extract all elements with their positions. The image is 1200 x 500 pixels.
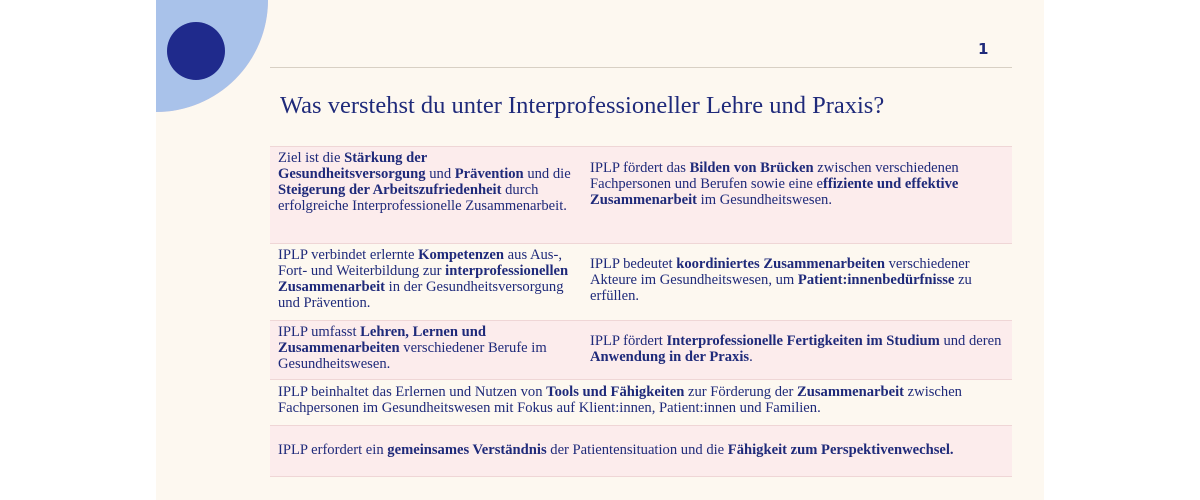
text-run: zwischen verschiedenen Fachpersonen und Berufen sowie eine e [590, 160, 959, 192]
page-title: Was verstehst du unter Interprofessioneller Lehre und Praxis? [280, 92, 885, 119]
text-run: der Patientensituation und die [546, 442, 728, 458]
bold-phrase: gemeinsames Verständnis [387, 442, 547, 458]
text-run: IPLP fördert das [590, 160, 690, 176]
slide [156, 0, 1044, 500]
bold-phrase: Stärkung der Gesundheitsversorgung [278, 150, 427, 182]
text-run: IPLP beinhaltet das Erlernen und Nutzen von [278, 384, 547, 400]
bold-phrase: Fähigkeit zum Perspektivenwechsel. [727, 442, 954, 458]
text-run: und die [523, 166, 571, 182]
row-divider [270, 476, 1012, 477]
bold-phrase: Prävention [454, 166, 524, 182]
row-divider [270, 243, 1012, 244]
bold-phrase: interprofessionellen Zusammenarbeit [278, 263, 569, 295]
text-run: zwischen Fachpersonen im Gesundheitswesen mit Fokus auf Klient:innen, Patient:innen und Familien. [278, 384, 962, 416]
text-run: im Gesundheitswesen. [697, 192, 833, 208]
text-run: und deren [939, 333, 1002, 349]
cell-r2c1 [278, 247, 578, 311]
top-divider [270, 67, 1012, 68]
text-run: IPLP verbindet erlernte [278, 247, 419, 263]
bold-phrase: Bilden von Brücken [689, 160, 814, 176]
text-run: aus Aus-, Fort- und Weiterbildung zur [278, 247, 562, 279]
text-run: IPLP erfordert ein [278, 442, 388, 458]
dark-circle [167, 22, 225, 80]
text-run: Ziel ist die [278, 150, 345, 166]
bold-phrase: Zusammenarbeit [797, 384, 905, 400]
bold-phrase: Tools und Fähigkeiten [546, 384, 685, 400]
row-divider [270, 379, 1012, 380]
text-run: . [749, 349, 753, 365]
cell-r3c2 [590, 333, 1006, 365]
bold-phrase: koordiniertes Zusammenarbeiten [676, 256, 885, 272]
text-run: IPLP fördert [590, 333, 667, 349]
cell-r1c2 [590, 160, 1006, 208]
bold-phrase: Lehren, Lernen und Zusammenarbeiten [278, 324, 487, 356]
text-run: und [425, 166, 455, 182]
cell-r1c1 [278, 150, 578, 214]
page-number: 1 [978, 40, 989, 58]
bold-phrase: Interprofessionelle Fertigkeiten im Studium [666, 333, 940, 349]
decorative-arcs [156, 0, 276, 190]
cell-r5 [278, 442, 1008, 458]
text-run: zu erfüllen. [590, 272, 972, 304]
text-run: in der Gesundheitsversorgung und Prävention. [278, 279, 564, 311]
bold-phrase: Anwendung in der Praxis [590, 349, 750, 365]
text-run: durch erfolgreiche Interprofessionelle Zusammenarbeit. [278, 182, 567, 214]
cell-r4 [278, 384, 1008, 416]
cell-r2c2 [590, 256, 1006, 304]
bold-phrase: Steigerung der Arbeitszufriedenheit [278, 182, 502, 198]
bold-phrase: ffiziente und effektive Zusammenarbeit [590, 176, 959, 208]
text-run: verschiedener Akteure im Gesundheitswesen, um [590, 256, 970, 288]
cell-r3c1 [278, 324, 578, 372]
text-run: zur Förderung der [684, 384, 797, 400]
text-run: verschiedener Berufe im Gesundheitswesen. [278, 340, 547, 372]
bold-phrase: Kompetenzen [418, 247, 505, 263]
text-run: IPLP bedeutet [590, 256, 677, 272]
text-run: IPLP umfasst [278, 324, 361, 340]
bold-phrase: Patient:innenbedürfnisse [797, 272, 955, 288]
